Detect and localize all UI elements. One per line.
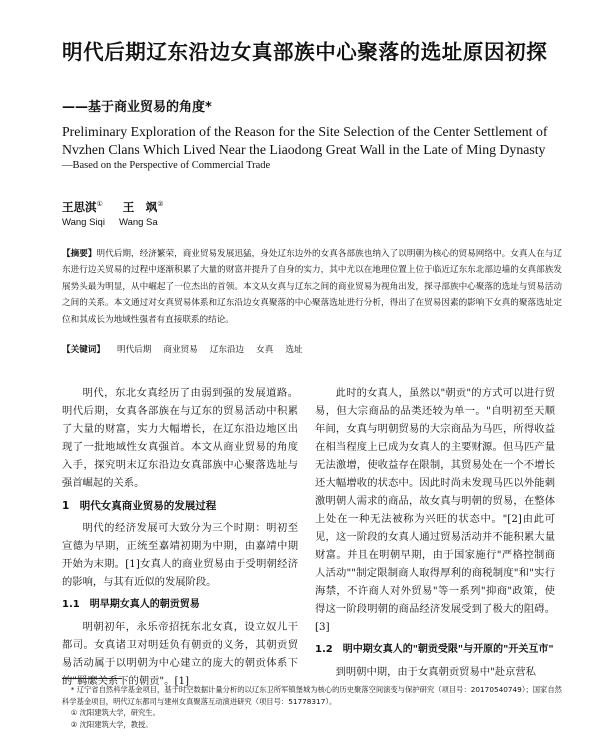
right-paragraph-1: 此时的女真人，虽然以"朝贡"的方式可以进行贸易，但大宗商品的品类还较为单一。"自明初至天顺年间，女真与明朝贸易的大宗商品为马匹，所得收益在相当程度上已成为女真人的主要财源。但马匹产量无法激增，使收益存在限制，其贸易处在一个不增长还大幅增收的状态中。因此时尚未发现马匹以外能刺激明朝人需求的商品，故女真与明朝的贸易，在整体上处在一种无法被称为兴旺的状态中。"[2]由此可见，这一阶段的女真人通过贸易活动并不能积累大量财富。并且在明朝早期，由于国家施行"严格控制商人活动""制定限制商人取得厚利的商税制度"和"实行海禁，不许商人对外贸易"等一系列"抑商"政策，使得这一阶段明朝的商品经济发展受到了极大的阻碍。[3] [315,387,555,633]
author-2-mark: ② [157,200,164,209]
paper-title-en: Preliminary Exploration of the Reason for the Site Selection of the Center Settlement of Nvzhen Clans Which Lived Near the Liaodong Great Wall in the Late of Ming Dynasty [62,124,548,157]
body-column-left [62,384,298,690]
body-column-right [315,384,555,681]
keyword: 辽东沿边 [209,345,245,355]
footnotes [62,684,562,730]
right-paragraph-2: 到明朝中期，由于女真朝贡贸易中"赴京营私 [335,666,536,678]
paper-subtitle-zh: ——基于商业贸易的角度* [62,100,212,115]
authors-en [62,217,158,228]
keyword: 明代后期 [116,345,152,355]
footnote-divider [62,678,122,679]
footnote-affiliation-2: ② 沈阳建筑大学，教授。 [70,719,153,729]
author-2-name-zh: 王 飒 [122,200,158,214]
keyword: 商业贸易 [163,345,198,355]
section-1-heading: 1 明代女真商业贸易的发展过程 [62,500,217,512]
author-1-mark: ① [96,200,103,209]
paper-subtitle-en: —Based on the Perspective of Commercial Trade [62,160,271,171]
keyword: 选址 [285,345,303,355]
abstract [62,246,562,328]
section-1-1-paragraph: 明朝初年，永乐帝招抚东北女真，设立奴儿干都司。女真诸卫对明廷负有朝贡的义务，其朝贡贸易活动属于以明朝为中心建立的庞大的朝贡体系下的"羁縻关系下的朝贡"。[1] [62,621,298,687]
paper-title-zh: 明代后期辽东沿边女真部族中心聚落的选址原因初探 [62,40,548,64]
footnote-funding: * 辽宁省自然科学基金项目，基于时空数据计量分析的以辽东卫所军镇堡城为核心的历史聚落空间演变与保护研究（项目号：20170540749）；国家自然科学基金项目，明代辽东都司与建州女真聚落互动演进研究（项目号：51778317）。 [62,685,562,706]
section-1-paragraph: 明代的经济发展可大致分为三个时期：明初至宣德为早期，正统至嘉靖初期为中期，由嘉靖中期开始为末期。[1]女真人的商业贸易由于受明朝经济的影响，与其有近似的发展阶段。 [62,522,298,588]
keywords [62,343,562,355]
intro-paragraph: 明代，东北女真经历了由弱到强的发展道路。明代后期，女真各部族在与辽东的贸易活动中积累了大量的财富，实力大幅增长，在辽东沿边地区出现了一批地域性女真强首。本文从商业贸易的角度入手，探究明末辽东沿边女真部族中心聚落选址与强首崛起的关系。 [62,387,298,489]
keywords-label: 【关键词】 [62,345,105,355]
authors-zh [62,199,164,215]
keyword: 女真 [256,345,274,355]
abstract-label: 【摘要】 [62,249,97,259]
author-1-name-en: Wang Siqi [62,217,105,228]
abstract-text: 明代后期，经济繁荣，商业贸易发展迅猛，身处辽东边外的女真各部族也纳入了以明朝为核心的贸易网络中。女真人在与辽东进行边关贸易的过程中逐渐积累了大量的财富并提升了自身的实力，其中尤以在地理位置上位于临近辽东东北部边墙的女真部族发展势头最为明显，从中崛起了一位杰出的首领。本文从女真与辽东之间的商业贸易为视角出发，探寻部族中心聚落的选址与贸易活动之间的关系。本文通过对女真贸易体系和辽东沿边女真聚落的中心聚落选址进行分析，得出了在贸易因素的影响下女真的聚落选址定位和其成长为地域性强者有直接联系的结论。 [62,249,562,325]
section-1-2-heading: 1.2 明中期女真人的"朝贡受限"与开原的"开关互市" [315,644,554,655]
author-2-name-en: Wang Sa [118,217,158,228]
footnote-affiliation-1: ① 沈阳建筑大学，研究生。 [70,708,160,717]
section-1-1-heading: 1.1 明早期女真人的朝贡贸易 [62,599,200,610]
author-1-name-zh: 王思淇 [62,200,97,214]
